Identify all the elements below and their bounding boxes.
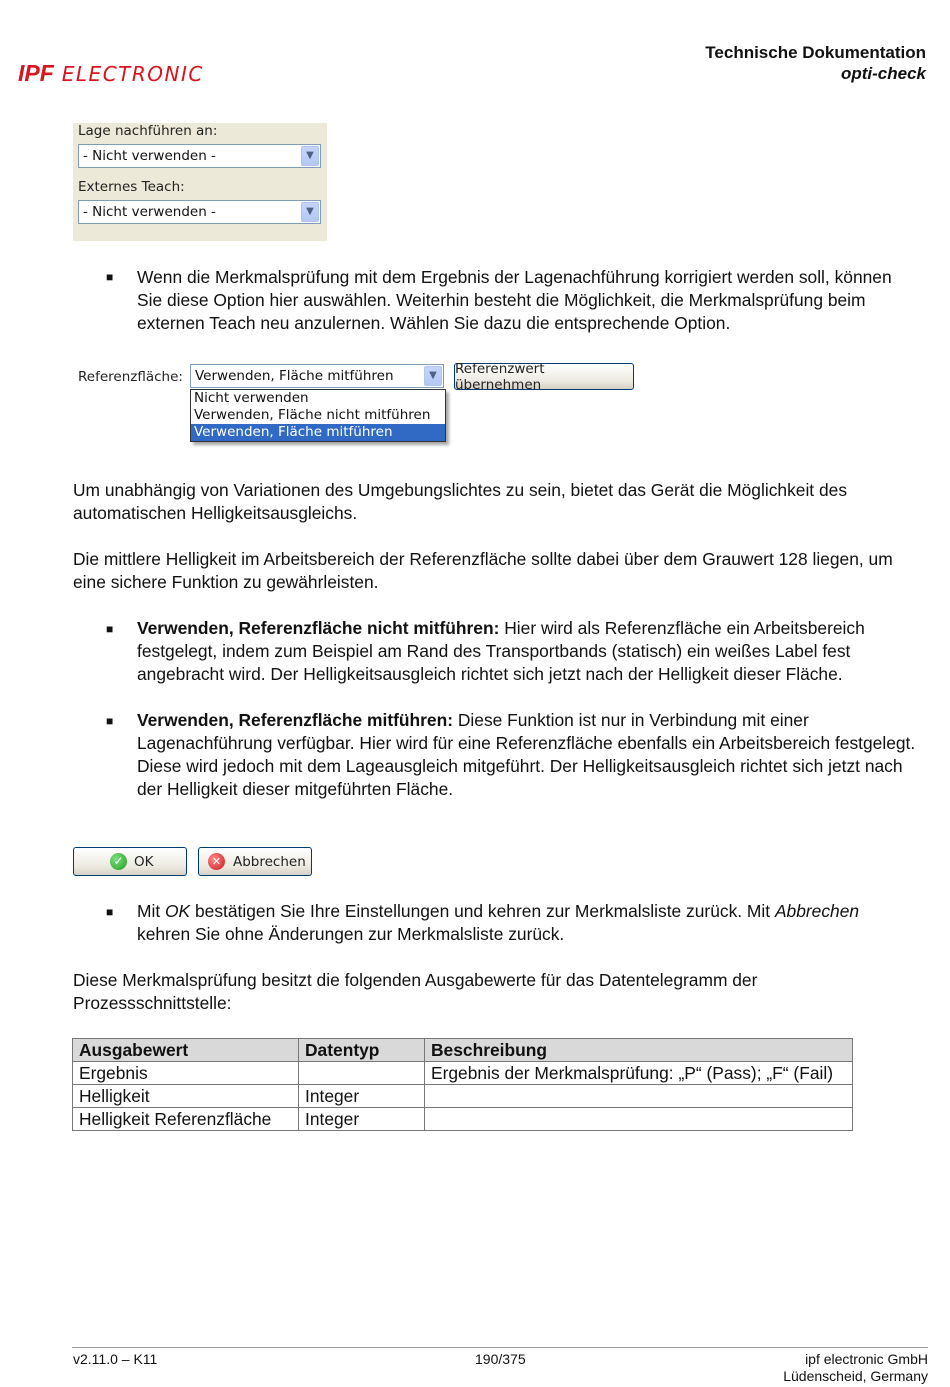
column-header: Datentyp <box>299 1039 425 1062</box>
bullet-marker: ■ <box>106 270 114 284</box>
bullet-marker: ■ <box>106 905 114 919</box>
paragraph: Um unabhängig von Variationen des Umgebungslichtes zu sein, bietet das Gerät die Möglichkeit des automatischen Helligkeitsausgleichs. <box>73 480 848 523</box>
cancel-button[interactable] <box>198 847 312 876</box>
ref-select-value: Verwenden, Fläche mitführen <box>195 368 394 384</box>
text-run: kehren Sie ohne Änderungen zur Merkmalsliste zurück. <box>137 924 565 944</box>
table-cell <box>299 1062 425 1085</box>
close-icon: ✕ <box>208 853 225 870</box>
footer-location: Lüdenscheid, Germany <box>783 1368 928 1384</box>
table-row <box>73 1085 853 1108</box>
dropdown-option[interactable]: Nicht verwenden <box>194 390 309 406</box>
settings-panel <box>73 123 327 241</box>
ref-label: Referenzfläche: <box>78 369 183 385</box>
chevron-down-icon[interactable]: ▼ <box>424 366 442 386</box>
bullet-text: Wenn die Merkmalsprüfung mit dem Ergebnis der Lagenachführung korrigiert werden soll, können Sie diese Option hier auswählen. Weiterhin besteht die Möglichkeit, die Merkmalsprüfung beim externen Teach neu anzulernen. Wählen Sie dazu die entsprechende Option. <box>137 267 892 333</box>
lage-select[interactable] <box>78 144 321 168</box>
bullet-text <box>137 900 897 946</box>
footer-version: v2.11.0 – K11 <box>73 1351 158 1367</box>
bullet-bold: Verwenden, Referenzfläche mitführen: <box>137 710 454 730</box>
footer-company: ipf electronic GmbH <box>805 1351 928 1367</box>
column-header: Beschreibung <box>425 1039 853 1062</box>
cancel-label: Abbrechen <box>233 853 306 870</box>
dropdown-option[interactable]: Verwenden, Fläche nicht mitführen <box>194 407 431 423</box>
paragraph: Diese Merkmalsprüfung besitzt die folgenden Ausgabewerte für das Datentelegramm der Prozessschnittstelle: <box>73 970 758 1013</box>
bullet-marker: ■ <box>106 622 114 636</box>
bullet-marker: ■ <box>106 714 114 728</box>
dropdown-option-selected[interactable]: Verwenden, Fläche mitführen <box>191 424 445 441</box>
teach-select[interactable] <box>78 200 321 224</box>
table-cell <box>425 1108 853 1131</box>
table-row <box>73 1108 853 1131</box>
table-cell: Ergebnis <box>73 1062 299 1085</box>
company-logo <box>18 60 204 87</box>
check-icon: ✓ <box>110 853 127 870</box>
table-cell: Helligkeit Referenzfläche <box>73 1108 299 1131</box>
output-values-table <box>72 1038 853 1131</box>
table-cell: Integer <box>299 1108 425 1131</box>
bullet-text <box>137 709 932 801</box>
bullet-bold: Verwenden, Referenzfläche nicht mitführen: <box>137 618 500 638</box>
ok-label: OK <box>134 853 154 870</box>
table-cell: Ergebnis der Merkmalsprüfung: „P“ (Pass); „F“ (Fail) <box>425 1062 853 1085</box>
column-header: Ausgabewert <box>73 1039 299 1062</box>
teach-label: Externes Teach: <box>78 179 185 195</box>
bullet-body: Hier wird als Referenzfläche ein Arbeitsbereich festgelegt, indem zum Beispiel am Rand des Transportbands (statisch) ein weißes Label fest angebracht wird. Der Helligkeitsausgleich richtet sich jetzt nach der Helligkeit dieser Fläche. <box>137 618 865 684</box>
text-italic: OK <box>165 901 191 921</box>
ok-button[interactable] <box>73 847 187 876</box>
take-reference-button[interactable] <box>454 360 634 393</box>
product-name: opti-check <box>840 64 926 83</box>
take-reference-label: Referenzwert übernehmen <box>455 360 545 393</box>
teach-select-value: - Nicht verwenden - <box>83 204 216 220</box>
bullet-body: Diese Funktion ist nur in Verbindung mit einer Lagenachführung verfügbar. Hier wird für eine Referenzfläche ebenfalls ein Arbeitsbereich festgelegt. Diese wird jedoch mit dem Lageausgleich mitgeführt. Der Helligkeitsausgleich richtet sich jetzt nach der Helligkeit dieser mitgeführten Fläche. <box>137 710 916 799</box>
text-run: bestätigen Sie Ihre Einstellungen und kehren zur Merkmalsliste zurück. Mit <box>190 901 775 921</box>
table-cell <box>425 1085 853 1108</box>
text-run: Mit <box>137 901 166 921</box>
text-italic: Abbrechen <box>774 901 860 921</box>
table-cell: Integer <box>299 1085 425 1108</box>
table-row <box>73 1062 853 1085</box>
paragraph: Die mittlere Helligkeit im Arbeitsbereich der Referenzfläche sollte dabei über dem Grauwert 128 liegen, um eine sichere Funktion zu gewährleisten. <box>73 549 893 592</box>
lage-label: Lage nachführen an: <box>78 123 218 139</box>
bullet-text <box>137 617 897 686</box>
logo-ipf: IPF <box>18 60 54 86</box>
footer-divider <box>72 1347 928 1348</box>
chevron-down-icon[interactable]: ▼ <box>301 202 319 222</box>
logo-electronic: ELECTRONIC <box>61 62 204 86</box>
footer-page-number: 190/375 <box>475 1351 526 1367</box>
ref-select[interactable] <box>190 364 444 388</box>
doc-title: Technische Dokumentation <box>705 43 926 62</box>
table-cell: Helligkeit <box>73 1085 299 1108</box>
ref-dropdown-list <box>190 389 446 442</box>
table-header-row <box>73 1039 853 1062</box>
lage-select-value: - Nicht verwenden - <box>83 148 216 164</box>
chevron-down-icon[interactable]: ▼ <box>301 146 319 166</box>
